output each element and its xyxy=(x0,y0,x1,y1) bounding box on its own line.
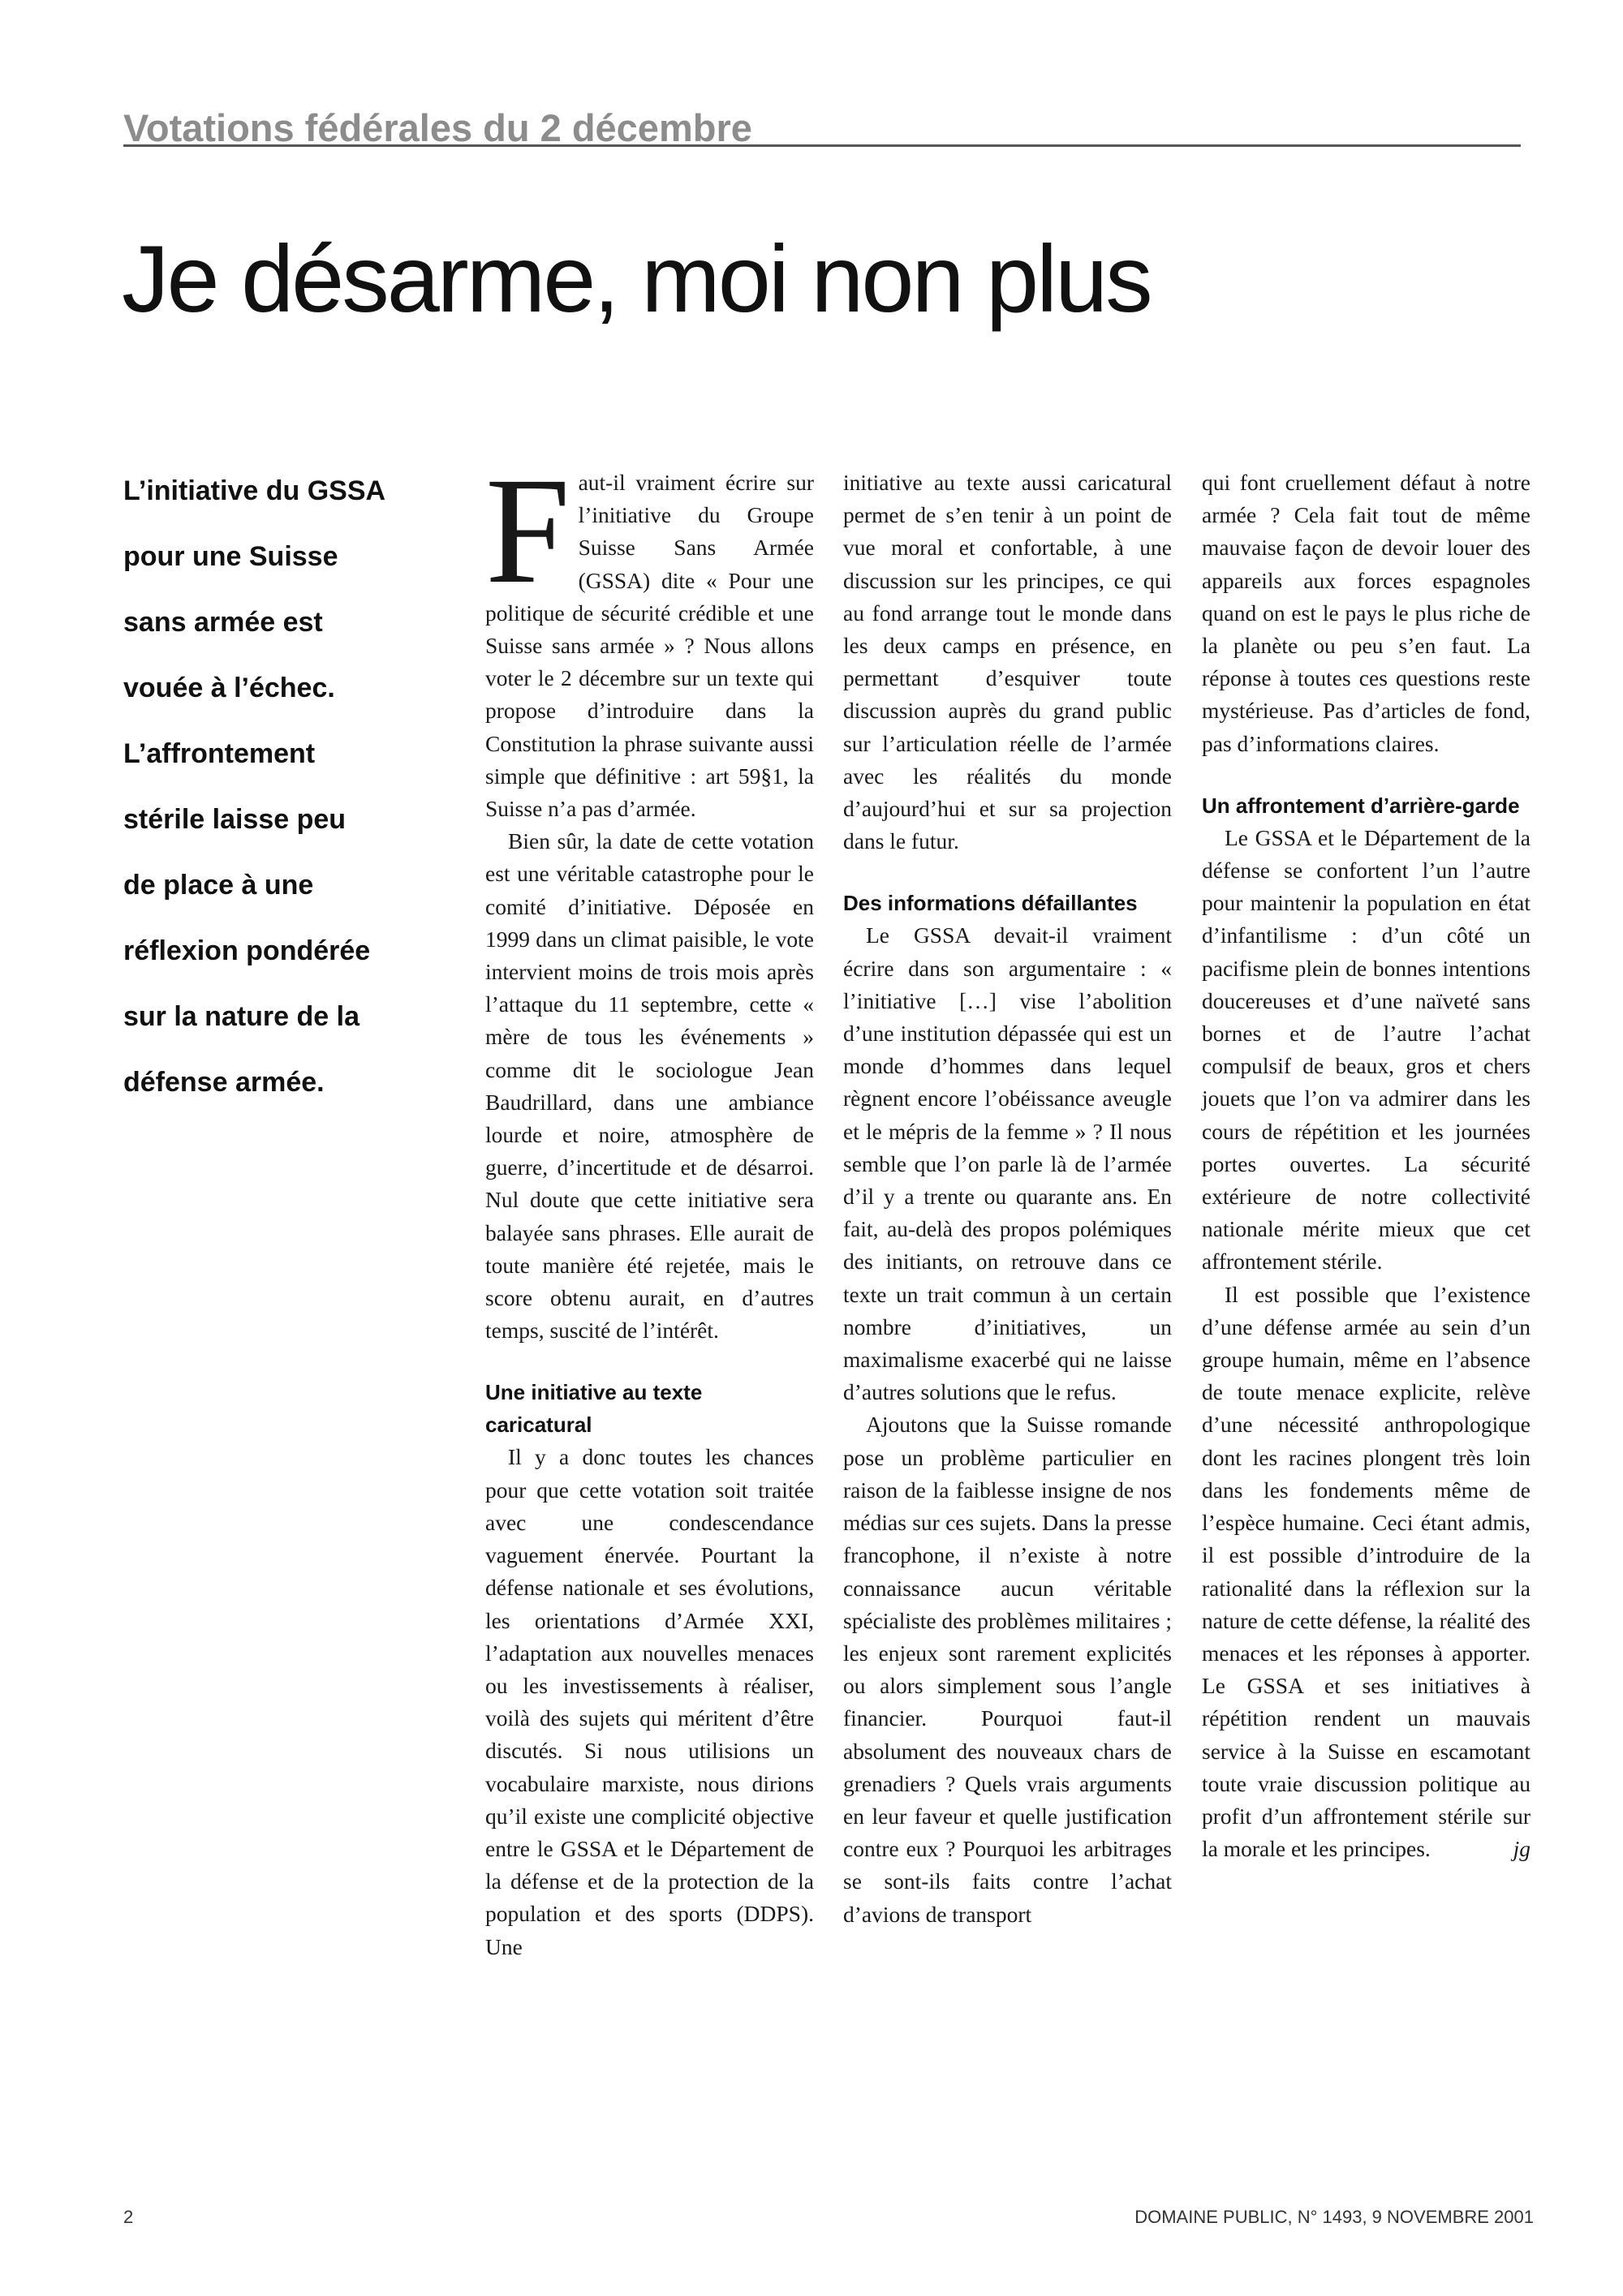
article-lead xyxy=(123,458,448,1116)
lead-line: vouée à l’échec. xyxy=(123,673,335,703)
article-paragraph: Le GSSA et le Département de la défense se confortent l’un l’autre pour maintenir la population en état d’infantilisme : d’un côté un pacifisme plein de bonnes intentions doucereuses et d’une naïveté sans bornes et de l’autre l’achat compulsif de beaux, gros et chers jouets que l’on va admirer dans les cours de répétition et les journées portes ouvertes. La sécurité extérieure de notre collectivité nationale mérite mieux que cet affrontement stérile. xyxy=(1202,824,1530,1275)
article-paragraph: Ajoutons que la Suisse romande pose un problème particulier en raison de la faiblesse insigne de nos médias sur ces sujets. Dans la presse francophone, il n’existe à notre connaissance aucun véritable spécialiste des problèmes militaires ; les enjeux sont rarement explicités ou alors simplement sous l’angle financier. Pourquoi faut-il absolument des nouveaux chars de grenadiers ? Quels vrais arguments en leur faveur et quelle justification contre eux ? Pourquoi les arbitrages se sont-ils faits contre l’achat d’avions de transport xyxy=(843,1412,1172,1927)
article-paragraph: qui font cruellement défaut à notre armée ? Cela fait tout de même mauvaise façon de devoir louer des appareils aux forces espagnoles quand on est le pays le plus riche de la planète ou peu s’en faut. La réponse à toutes ces questions reste mystérieuse. Pas d’articles de fond, pas d’informations claires. xyxy=(1202,470,1530,756)
subheading: Une initiative au texte caricatural xyxy=(485,1380,703,1438)
article-paragraph: initiative au texte aussi caricatural permet de s’en tenir à un point de vue moral et confortable, à une discussion sur les principes, ce qui au fond arrange tout le monde dans les deux camps en présence, en permettant d’esquiver toute discussion auprès du grand public sur l’articulation réelle de l’armée avec les réalités du monde d’aujourd’hui et sur sa projection dans le futur. xyxy=(843,470,1172,854)
section-title: Votations fédérales du 2 décembre xyxy=(123,106,752,149)
drop-cap: F xyxy=(485,445,570,615)
page-number: 2 xyxy=(123,2207,134,2227)
lead-line: L’initiative du GSSA xyxy=(123,475,386,506)
article-column-1 xyxy=(485,445,814,1963)
lead-line: pour une Suisse xyxy=(123,541,338,572)
lead-line: de place à une xyxy=(123,870,314,901)
subheading: Un affrontement d’arrière-garde xyxy=(1202,793,1520,818)
article-paragraph: Bien sûr, la date de cette votation est une véritable catastrophe pour le comité d’initiative. Déposée en 1999 dans un climat paisible, le vote intervient moins de trois mois après l’attaque du 11 septembre, cette « mère de tous les événements » comme dit le sociologue Jean Baudrillard, dans une ambiance lourde et noire, atmosphère de guerre, d’incertitude et de désarroi. Nul doute que cette initiative sera balayée sans phrases. Elle aurait de toute manière été rejetée, mais le score obtenu aurait, en d’autres temps, suscité de l’intérêt. xyxy=(485,828,814,1344)
section-header xyxy=(123,102,1521,147)
lead-line: sans armée est xyxy=(123,607,323,638)
lead-line: sur la nature de la xyxy=(123,1001,359,1032)
lead-line: L’affrontement xyxy=(123,738,316,769)
article-column-2 xyxy=(843,467,1172,1931)
paragraph-text: Il est possible que l’existence d’une défense armée au sein d’un groupe humain, même en l’absence de toute menace explicite, relève d’une nécessité anthropologique dont les racines plongent très loin dans les fondements même de l’espèce humaine. Ceci étant admis, il est possible d’introduire de la rationalité dans la réflexion sur la nature de cette défense, la réalité des menaces et les réponses à apporter. Le GSSA et ses initiatives à répétition rendent un mauvais service à la Suisse en escamotant toute vraie discussion politique au profit d’un affrontement stérile sur la morale et les principes. xyxy=(1202,1281,1530,1862)
author-signature: jg xyxy=(1513,1836,1530,1862)
subheading: Des informations défaillantes xyxy=(843,891,1138,916)
article-column-3 xyxy=(1202,467,1530,1865)
article-title: Je désarme, moi non plus xyxy=(122,226,1151,332)
lead-line: stérile laisse peu xyxy=(123,804,347,835)
publication-info: DOMAINE PUBLIC, N° 1493, 9 NOVEMBRE 2001 xyxy=(1134,2207,1534,2227)
article-paragraph: Il y a donc toutes les chances pour que cette votation soit traitée avec une condescendance vaguement énervée. Pourtant la défense nationale et ses évolutions, les orientations d’Armée XXI, l’adaptation aux nouvelles menaces ou les investissements à réaliser, voilà des sujets qui méritent d’être discutés. Si nous utilisions un vocabulaire marxiste, nous dirions qu’il existe une complicité objective entre le GSSA et le Département de la défense et de la protection de la population et des sports (DDPS). Une xyxy=(485,1444,814,1959)
lead-line: réflexion pondérée xyxy=(123,935,371,966)
article-paragraph xyxy=(485,445,814,825)
paragraph-text: aut-il vraiment écrire sur l’initiative du Groupe Suisse Sans Armée (GSSA) dite « Pour une politique de sécurité crédible et une Suisse sans armée » ? Nous allons voter le 2 décembre sur un texte qui propose d’introduire dans la Constitution la phrase suivante aussi simple que définitive : art 59§1, la Suisse n’a pas d’armée. xyxy=(485,470,814,822)
article-paragraph: Le GSSA devait-il vraiment écrire dans son argumentaire : « l’initiative […] vise l’abolition d’une institution dépassée qui est un monde d’hommes dans lequel règnent encore l’obéissance aveugle et le mépris de la femme » ? Il nous semble que l’on parle là de l’armée d’il y a trente ou quarante ans. En fait, au-delà des propos polémiques des initiants, on retrouve dans ce texte un trait commun à un certain nombre d’initiatives, un maximalisme exacerbé qui ne laisse d’autres solutions que le refus. xyxy=(843,922,1172,1405)
article-paragraph xyxy=(1202,1279,1530,1866)
lead-line: défense armée. xyxy=(123,1067,325,1098)
